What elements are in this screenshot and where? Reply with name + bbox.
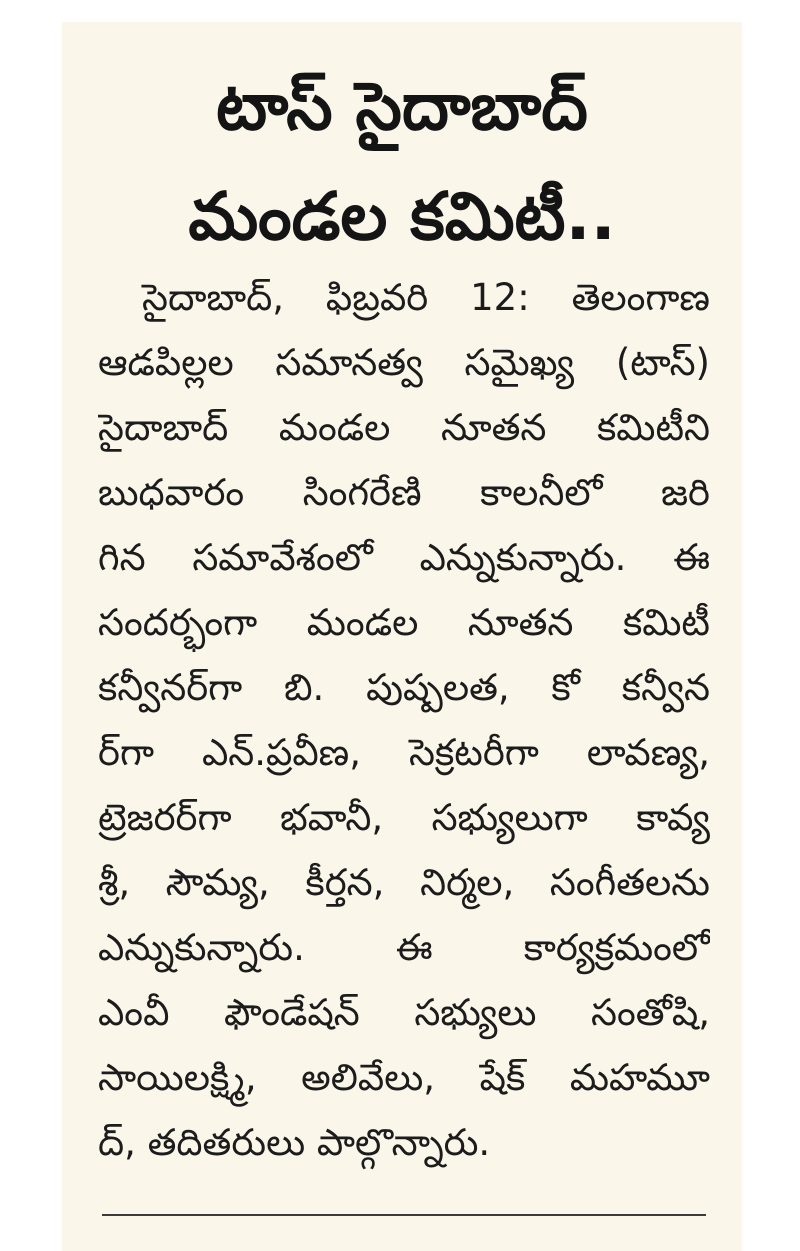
body-line-2: ఆడపిల్లల సమానత్వ సమైఖ్య (టాస్): [98, 341, 710, 384]
body-line-12: ఎంవీ ఫౌండేషన్ సభ్యులు సంతోషి,: [98, 991, 710, 1034]
body-line-7: కన్వీనర్‌గా బి. పుష్పలత, కో కన్వీన: [98, 666, 710, 709]
body-line-4: బుధవారం సింగరేణి కాలనీలో జరి: [98, 471, 710, 514]
body-line-13: సాయిలక్ష్మి, అలివేలు, షేక్ మహమూ: [98, 1056, 710, 1099]
body-line-10: శ్రీ, సౌమ్య, కీర్తన, నిర్మల, సంగీతలను: [98, 861, 710, 904]
body-line-14: ద్, తదితరులు పాల్గొన్నారు.: [98, 1121, 491, 1164]
newspaper-clipping: [62, 22, 742, 1251]
body-line-3: సైదాబాద్ మండల నూతన కమిటీని: [98, 406, 710, 449]
body-line-1: సైదాబాద్, ఫిబ్రవరి 12: తెలంగాణ: [142, 276, 710, 319]
body-line-6: సందర్భంగా మండల నూతన కమిటీ: [98, 601, 710, 644]
headline-line-1: టాస్ సైదాబాద్: [216, 68, 588, 145]
body-line-5: గిన సమావేశంలో ఎన్నుకున్నారు. ఈ: [98, 536, 710, 579]
body-line-9: ట్రెజరర్‌గా భవానీ, సభ్యులుగా కావ్య: [98, 796, 710, 839]
body-line-8: ర్‌గా ఎన్.ప్రవీణ, సెక్రటరీగా లావణ్య,: [98, 731, 710, 774]
article-body: [98, 265, 710, 1175]
headline-line-2: మండల కమిటీ..: [188, 178, 616, 255]
article-divider: [102, 1214, 706, 1216]
article-headline: [62, 52, 742, 272]
body-line-11: ఎన్నుకున్నారు. ఈ కార్యక్రమంలో: [98, 926, 710, 969]
